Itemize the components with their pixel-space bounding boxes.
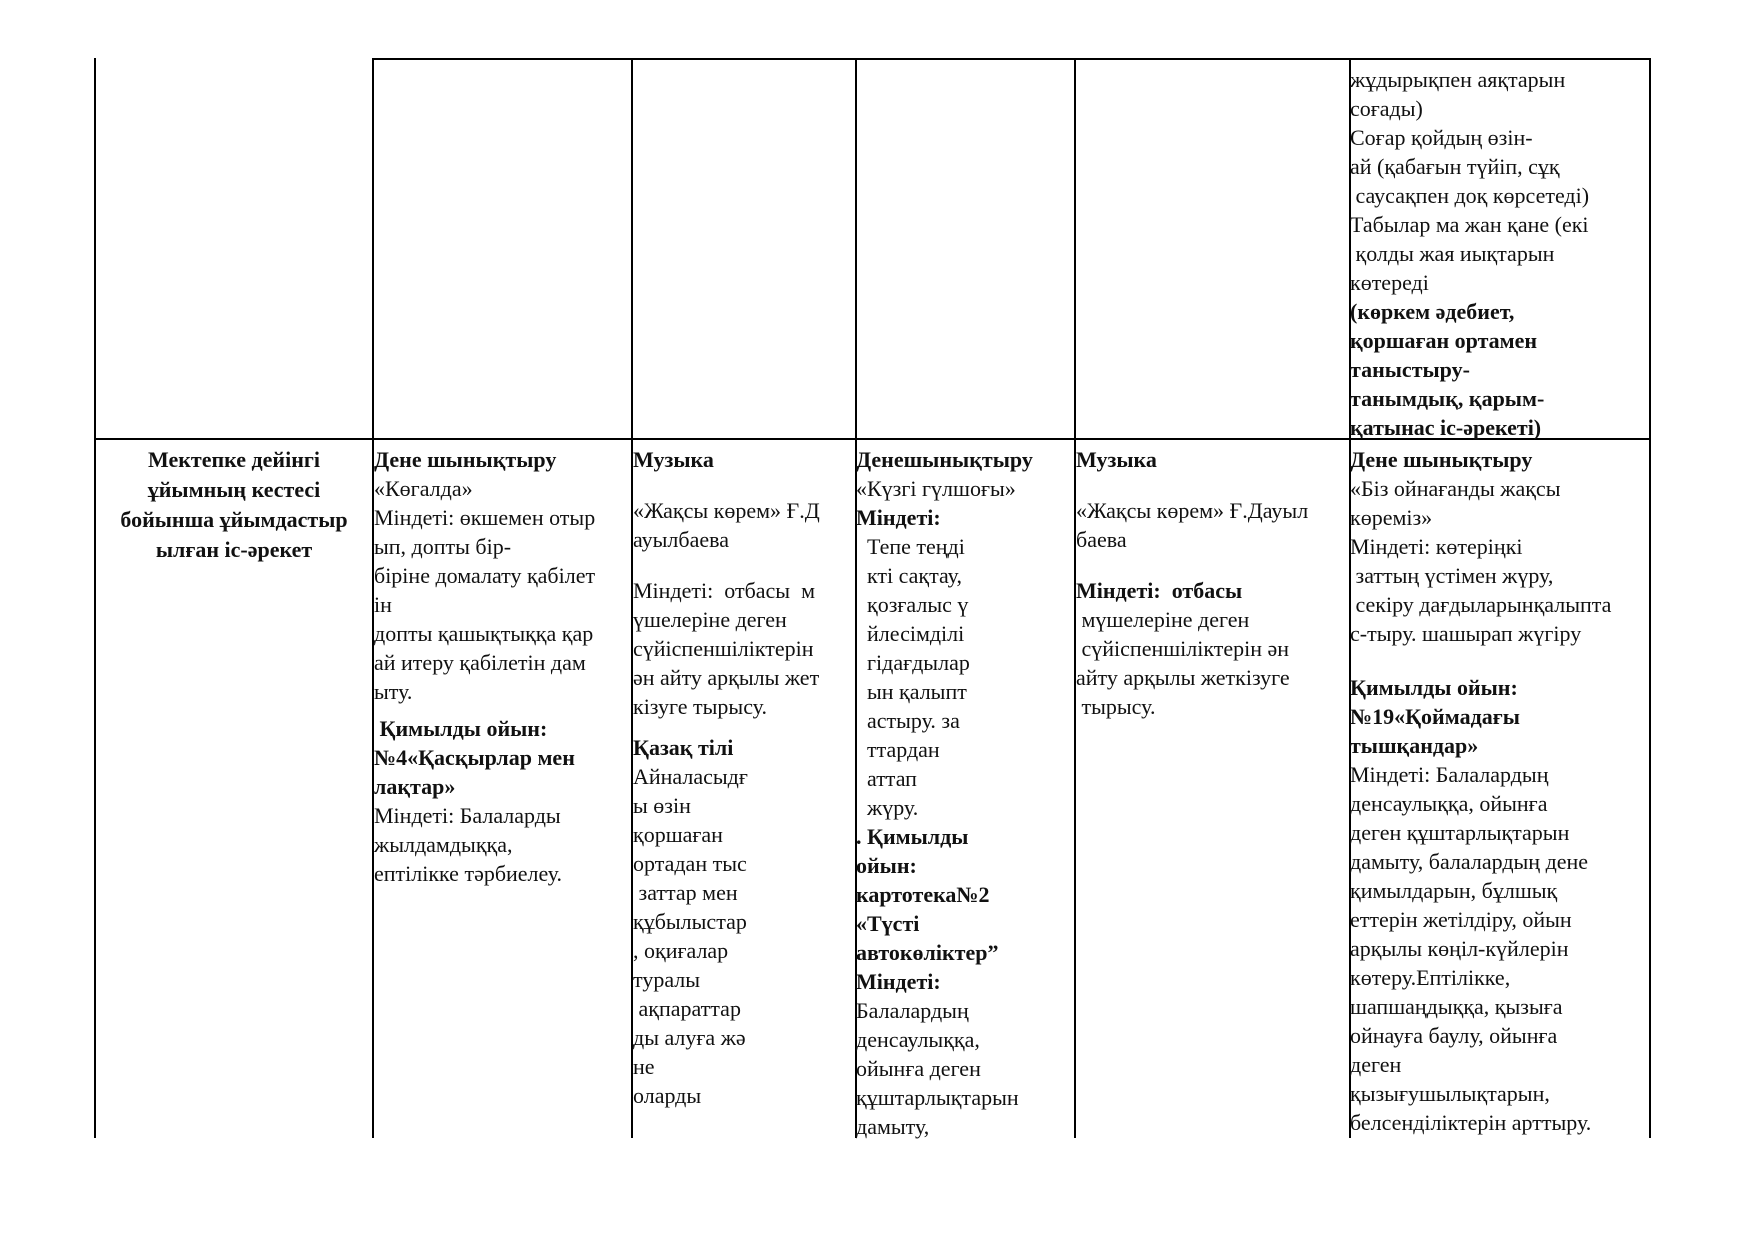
wednesday-activity-cell xyxy=(856,445,1033,1141)
text-line: Міндеті: xyxy=(856,969,941,994)
text-line: шапшаңдыққа, қызыға xyxy=(1350,994,1563,1019)
text-line: жұдырықпен аяқтарын xyxy=(1350,67,1566,92)
text-line: құштарлықтарын xyxy=(856,1085,1019,1110)
text-line: (көркем әдебиет, xyxy=(1350,299,1515,324)
text-line: ән айту арқылы жет xyxy=(633,665,820,690)
text-line: аттап xyxy=(856,766,917,791)
text-line: тышқандар» xyxy=(1350,733,1479,758)
text-line: Айналасыдғ xyxy=(633,764,748,789)
text-line: еттерін жетілдіру, ойын xyxy=(1350,907,1572,932)
text-line: Дене шынықтыру xyxy=(1350,447,1533,472)
text-line: , оқиғалар xyxy=(633,938,729,963)
text-line: автокөліктер” xyxy=(856,940,999,965)
text-line: Дене шынықтыру xyxy=(374,447,557,472)
text-line: Қазақ тілі xyxy=(633,735,734,760)
text-line: ауылбаева xyxy=(633,527,729,552)
text-line: Міндеті: xyxy=(856,505,941,530)
text-line: ойнауға баулу, ойынға xyxy=(1350,1023,1558,1048)
text-line: Табылар ма жан қане (екі xyxy=(1350,212,1589,237)
text-line: не xyxy=(633,1054,655,1079)
text-line: қатынас іс-әрекеті) xyxy=(1350,415,1542,440)
friday-activity-cell xyxy=(1350,445,1611,1137)
text-line: соғады) xyxy=(1350,96,1423,121)
text-line: құбылыстар xyxy=(633,909,747,934)
text-line: Соғар қойдың өзін- xyxy=(1350,125,1533,150)
text-line: қозғалыс ү xyxy=(856,592,969,617)
text-line: «Біз ойнағанды жақсы xyxy=(1350,476,1561,501)
text-line: қимылдарын, бұлшық xyxy=(1350,878,1558,903)
text-line: мүшелеріне деген xyxy=(1076,607,1250,632)
text-line: қоршаған ортамен xyxy=(1350,328,1538,353)
text-line: ды алуға жә xyxy=(633,1025,746,1050)
text-line: ақпараттар xyxy=(633,996,741,1021)
text-line: Міндеті: Балалардың xyxy=(1350,762,1549,787)
text-line: ай итеру қабілетін дам xyxy=(374,650,586,675)
text-line: Тепе теңді xyxy=(856,534,965,559)
table-border-left xyxy=(94,58,96,1138)
text-line: «Көгалда» xyxy=(374,476,473,501)
text-line: біріне домалату қабілет xyxy=(374,563,596,588)
text-line: арқылы көңіл-күйлерін xyxy=(1350,936,1569,961)
text-line: денсаулыққа, xyxy=(856,1027,980,1052)
text-line: оларды xyxy=(633,1083,702,1108)
text-line: туралы xyxy=(633,967,701,992)
text-line: лақтар» xyxy=(374,774,456,799)
text-line: ептілікке тәрбиелеу. xyxy=(374,861,563,886)
text-line: таныстыру- xyxy=(1350,357,1470,382)
text-line: ын қалыпт xyxy=(856,679,967,704)
text-line: допты қашықтыққа қар xyxy=(374,621,594,646)
text-line: ортадан тыс xyxy=(633,851,747,876)
text-line: Міндеті: өкшемен отыр xyxy=(374,505,596,530)
text-line: «Жақсы көрем» Ғ.Д xyxy=(633,498,820,523)
text-line: секіру дағдыларынқалыпта xyxy=(1350,592,1612,617)
text-line: астыру. за xyxy=(856,708,960,733)
text-line: с-тыру. шашырап жүгіру xyxy=(1350,621,1582,646)
text-line: қызығушылықтарын, xyxy=(1350,1081,1550,1106)
text-line: дамыту, балалардың дене xyxy=(1350,849,1589,874)
row-header-line: бойынша ұйымдастыр xyxy=(120,507,348,532)
table-border-right xyxy=(1649,58,1651,1138)
top-row-col6-cell xyxy=(1350,65,1589,442)
text-line: ойын: xyxy=(856,853,917,878)
text-line: танымдық, қарым- xyxy=(1350,386,1545,411)
text-line: Музыка xyxy=(633,447,714,472)
text-line: баева xyxy=(1076,527,1127,552)
text-line: қоршаған xyxy=(633,822,723,847)
text-line: ыту. xyxy=(374,679,413,704)
text-line: жылдамдыққа, xyxy=(374,832,513,857)
text-line: дамыту, xyxy=(856,1114,930,1139)
text-line: ып, допты бір- xyxy=(374,534,512,559)
text-line: белсенділіктерін арттыру. xyxy=(1350,1110,1592,1135)
thursday-activity-cell xyxy=(1076,445,1308,721)
text-line: . Қимылды xyxy=(856,824,969,849)
text-line: Міндеті: Балаларды xyxy=(374,803,561,828)
text-line: Қимылды ойын: xyxy=(1350,675,1518,700)
text-line: деген xyxy=(1350,1052,1402,1077)
text-line: сүйіспеншіліктерін ән xyxy=(1076,636,1290,661)
text-line: Міндеті: көтеріңкі xyxy=(1350,534,1523,559)
text-line: Балалардың xyxy=(856,998,969,1023)
text-line: ойынға деген xyxy=(856,1056,981,1081)
text-line: гідағдылар xyxy=(856,650,970,675)
text-line: қолды жая иықтарын xyxy=(1350,241,1555,266)
text-line: көреміз» xyxy=(1350,505,1433,530)
row-header-line: ылған іс-әрекет xyxy=(155,537,313,562)
text-line: көтереді xyxy=(1350,270,1429,295)
text-line: кті сақтау, xyxy=(856,563,962,588)
text-line: Қимылды ойын: xyxy=(374,716,548,741)
text-line: саусақпен доқ көрсетеді) xyxy=(1350,183,1590,208)
monday-activity-cell xyxy=(374,445,595,888)
text-line: «Түсті xyxy=(856,911,920,936)
text-line: сүйіспеншіліктерін xyxy=(633,636,814,661)
text-line: Музыка xyxy=(1076,447,1157,472)
text-line: №4«Қасқырлар мен xyxy=(374,745,575,770)
table-border-top xyxy=(372,58,1651,60)
text-line: ін xyxy=(374,592,392,617)
text-line: Міндеті: отбасы xyxy=(1076,578,1243,603)
text-line: кізуге тырысу. xyxy=(633,694,767,719)
text-line: заттар мен xyxy=(633,880,738,905)
text-line: заттың үстімен жүру, xyxy=(1350,563,1554,588)
text-line: айту арқылы жеткізуге xyxy=(1076,665,1290,690)
text-line: «Жақсы көрем» Ғ.Дауыл xyxy=(1076,498,1309,523)
row-header-line: ұйымның кестесі xyxy=(147,477,321,502)
text-line: Денешынықтыру xyxy=(856,447,1033,472)
text-line: йлесімділі xyxy=(856,621,965,646)
text-line: үшелеріне деген xyxy=(633,607,787,632)
text-line: көтеру.Ептілікке, xyxy=(1350,965,1511,990)
row-header-line: Мектепке дейінгі xyxy=(147,447,320,472)
text-line: ай (қабағын түйіп, сұқ xyxy=(1350,154,1560,179)
text-line: денсаулыққа, ойынға xyxy=(1350,791,1548,816)
text-line: жүру. xyxy=(856,795,919,820)
text-line: ы өзін xyxy=(633,793,691,818)
text-line: №19«Қоймадағы xyxy=(1350,704,1520,729)
text-line: Міндеті: отбасы м xyxy=(633,578,815,603)
text-line: тырысу. xyxy=(1076,694,1156,719)
text-line: деген құштарлықтарын xyxy=(1350,820,1570,845)
text-line: ттардан xyxy=(856,737,940,762)
text-line: картотека№2 xyxy=(856,882,990,907)
row-header-cell xyxy=(96,445,372,565)
text-line: «Күзгі гүлшоғы» xyxy=(856,476,1016,501)
tuesday-activity-cell xyxy=(633,445,820,1110)
